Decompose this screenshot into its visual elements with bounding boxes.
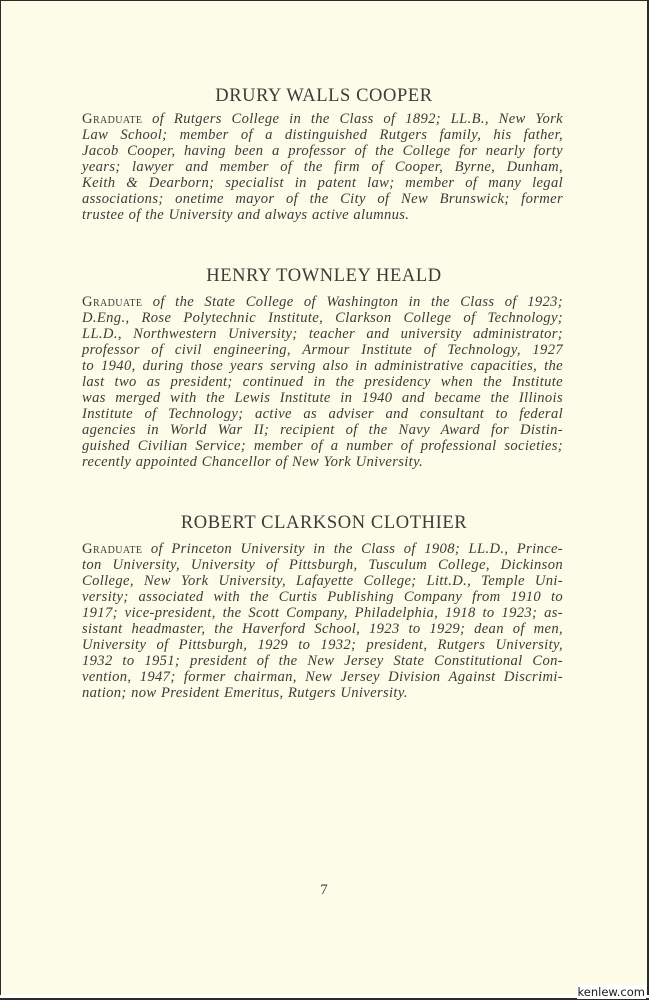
entry-body — [82, 294, 563, 470]
entry-line: to 1940, during those years serving also in administrative capacities, the — [82, 358, 563, 374]
book-page — [1, 1, 647, 995]
entry-lead-word: Graduate — [82, 541, 143, 557]
entry-line: years; lawyer and member of the firm of Cooper, Byrne, Dunham, — [82, 159, 563, 175]
watermark: kenlew.com — [577, 985, 645, 999]
entry-line: guished Civilian Service; member of a number of professional societies; — [82, 438, 563, 454]
entry-line: last two as president; continued in the presidency when the Institute — [82, 374, 563, 390]
entry-line: professor of civil engineering, Armour Institute of Technology, 1927 — [82, 342, 563, 358]
entry-line: sistant headmaster, the Haverford School, 1923 to 1929; dean of men, — [82, 621, 563, 637]
entry-line: associations; onetime mayor of the City of New Brunswick; former — [82, 191, 563, 207]
entry-line-text: of the State College of Washington in the Class of 1923; — [142, 294, 563, 310]
entry-line: 1932 to 1951; president of the New Jersey State Constitutional Con- — [82, 653, 563, 669]
entry-line: Institute of Technology; active as adviser and consultant to federal — [82, 406, 563, 422]
entry-line: Law School; member of a distinguished Rutgers family, his father, — [82, 127, 563, 143]
entry-line: recently appointed Chancellor of New York University. — [82, 454, 424, 470]
entry-heading: ROBERT CLARKSON CLOTHIER — [180, 513, 468, 533]
entry-lead-word: Graduate — [82, 111, 143, 127]
entry-line-text: of Rutgers College in the Class of 1892; LL.B., New York — [142, 111, 563, 127]
entry-line: trustee of the University and always active alumnus. — [82, 207, 410, 223]
entry-line-text: of Princeton University in the Class of 1908; LL.D., Prince- — [142, 541, 563, 557]
entry-line: nation; now President Emeritus, Rutgers University. — [82, 685, 408, 701]
entry-line: College, New York University, Lafayette College; Litt.D., Temple Uni- — [82, 573, 563, 589]
entry-line: Keith & Dearborn; specialist in patent law; member of many legal — [82, 175, 563, 191]
entry-line — [82, 294, 563, 310]
entry-heading: HENRY TOWNLEY HEALD — [206, 266, 442, 286]
entry-line — [82, 111, 563, 127]
page-number: 7 — [320, 882, 328, 898]
bottom-edge — [0, 995, 649, 998]
entry-line: 1917; vice-president, the Scott Company, Philadelphia, 1918 to 1923; as- — [82, 605, 563, 621]
entry-line: agencies in World War II; recipient of the Navy Award for Distin- — [82, 422, 563, 438]
entry-line: versity; associated with the Curtis Publishing Company from 1910 to — [82, 589, 563, 605]
entry-line: D.Eng., Rose Polytechnic Institute, Clarkson College of Technology; — [82, 310, 563, 326]
entry-body — [82, 111, 563, 223]
entry-line: Jacob Cooper, having been a professor of the College for nearly forty — [82, 143, 563, 159]
entry-line: vention, 1947; former chairman, New Jersey Division Against Discrimi- — [82, 669, 563, 685]
entry-line — [82, 541, 563, 557]
entry-line: University of Pittsburgh, 1929 to 1932; president, Rutgers University, — [82, 637, 563, 653]
entry-line: ton University, University of Pittsburgh, Tusculum College, Dickinson — [82, 557, 563, 573]
entry-line: LL.D., Northwestern University; teacher and university administrator; — [82, 326, 563, 342]
entry-heading: DRURY WALLS COOPER — [215, 86, 433, 106]
entry-body — [82, 541, 563, 701]
entry-lead-word: Graduate — [82, 294, 143, 310]
entry-line: was merged with the Lewis Institute in 1940 and became the Illinois — [82, 390, 563, 406]
